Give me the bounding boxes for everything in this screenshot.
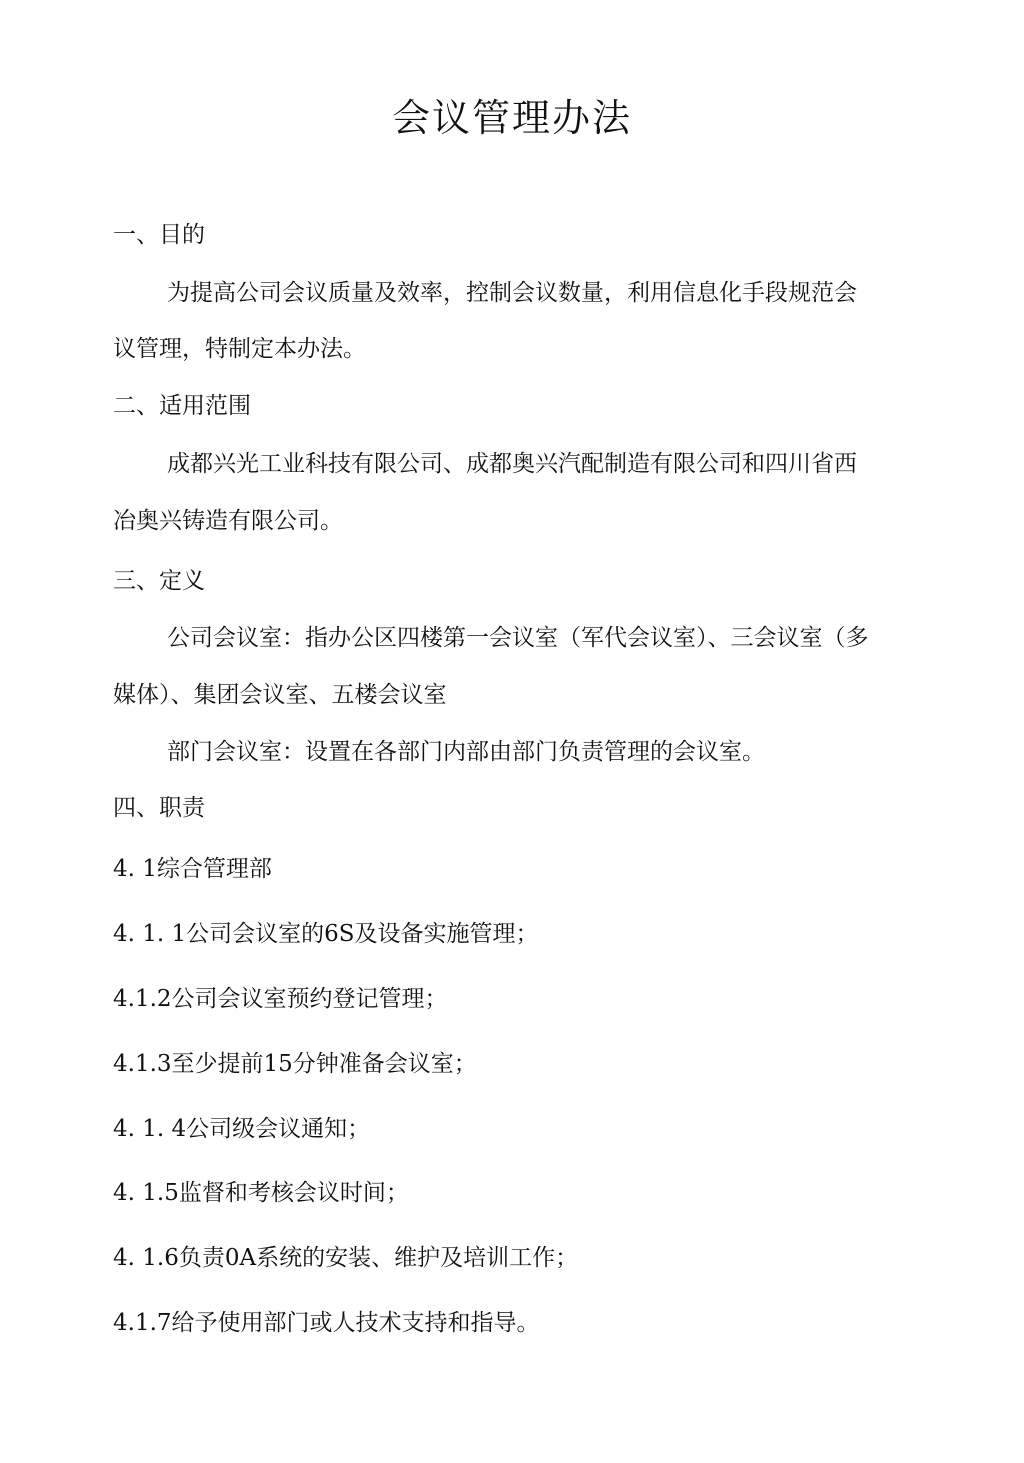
purpose-text-line-2: 议管理，特制定本办法。 xyxy=(113,336,366,362)
scope-text-line-1: 成都兴光工业科技有限公司、成都奥兴汽配制造有限公司和四川省西 xyxy=(167,451,857,477)
purpose-text-line-1: 为提高公司会议质量及效率，控制会议数量，利用信息化手段规范会 xyxy=(167,280,857,306)
section-heading-definitions: 三、定义 xyxy=(113,568,205,594)
company-room-definition-line-2: 媒体）、集团会议室、五楼会议室 xyxy=(113,682,447,708)
duty-item: 4. 1.5监督和考核会议时间； xyxy=(113,1180,409,1206)
dept-room-definition: 部门会议室：设置在各部门内部由部门负责管理的会议室。 xyxy=(167,739,765,765)
duties-subheading: 4. 1综合管理部 xyxy=(113,856,272,882)
duty-item: 4. 1. 4公司级会议通知； xyxy=(113,1116,371,1142)
section-heading-scope: 二、适用范围 xyxy=(113,393,251,419)
duty-item: 4.1.3至少提前15分钟准备会议室； xyxy=(113,1051,477,1077)
duty-item: 4.1.7给予使用部门或人技术支持和指导。 xyxy=(113,1310,540,1336)
duty-item: 4. 1. 1公司会议室的6S及设备实施管理； xyxy=(113,921,539,947)
company-room-definition-line-1: 公司会议室：指办公区四楼第一会议室（军代会议室）、三会议室（多 xyxy=(167,625,869,651)
section-heading-duties: 四、职责 xyxy=(113,795,205,821)
document-title: 会议管理办法 xyxy=(391,96,632,140)
section-heading-purpose: 一、目的 xyxy=(113,222,205,248)
scope-text-line-2: 冶奥兴铸造有限公司。 xyxy=(113,508,343,534)
duty-item: 4.1.2公司会议室预约登记管理； xyxy=(113,986,448,1012)
duty-item: 4. 1.6负责0A系统的安装、维护及培训工作； xyxy=(113,1245,579,1271)
